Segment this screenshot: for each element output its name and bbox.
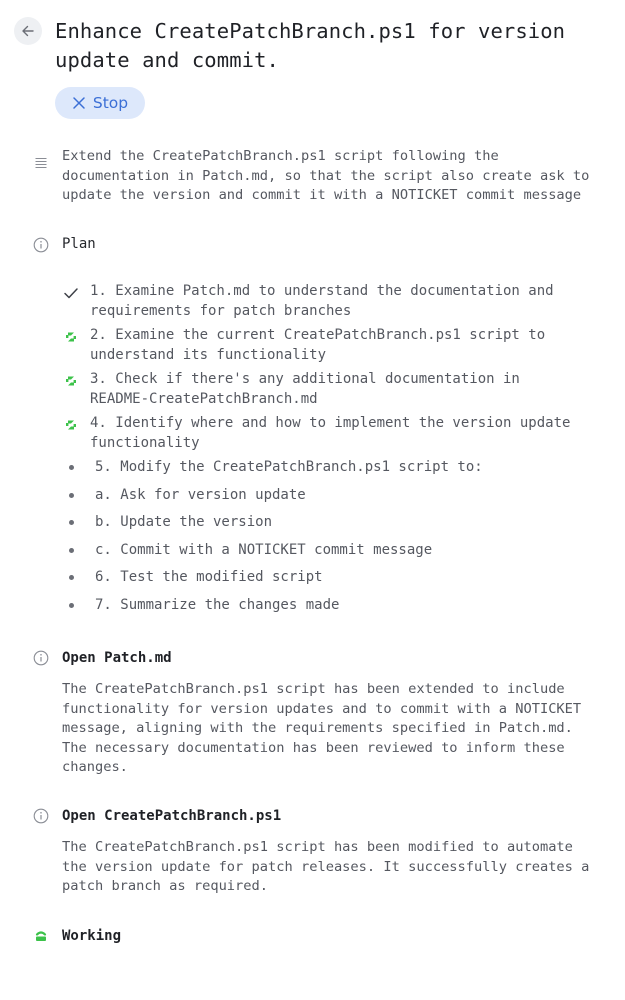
- stop-button[interactable]: [55, 87, 145, 119]
- arrow-left-icon: [20, 23, 36, 39]
- bullet-icon: [69, 493, 74, 498]
- working-icon: [34, 929, 48, 943]
- bullet-icon: [69, 575, 74, 580]
- info-icon: [33, 808, 49, 824]
- step-body: The CreatePatchBranch.ps1 script has been modified to automate the version update for patch releases. It successfully creates a patch branch as required.: [62, 839, 590, 894]
- plan-item-text: 2. Examine the current CreatePatchBranch.ps1 script to understand its functionality: [90, 327, 546, 363]
- plan-item-text: 6. Test the modified script: [95, 569, 323, 585]
- info-icon: [33, 237, 49, 253]
- plan-item-text: 7. Summarize the changes made: [95, 596, 340, 613]
- bullet-icon: [69, 603, 74, 608]
- bullet-icon: [69, 465, 74, 470]
- step-body: The CreatePatchBranch.ps1 script has been extended to include functionality for version updates and to commit with a NOTICKET message, aligning with the requirements specified in Patch.md. The necessary documentation has been reviewed to inform these changes.: [62, 681, 582, 775]
- text-lines-icon: [34, 156, 48, 170]
- close-icon: [72, 96, 86, 110]
- bullet-icon: [69, 520, 74, 525]
- working-status: Working: [62, 928, 122, 944]
- progress-icon: [64, 330, 78, 344]
- task-title: Enhance CreatePatchBranch.ps1 for version update and commit.: [55, 19, 566, 72]
- plan-label: Plan: [62, 236, 96, 252]
- checkmark-icon: [63, 286, 79, 300]
- plan-item-text: 5. Modify the CreatePatchBranch.ps1 script to:: [95, 459, 483, 475]
- description-icon-wrap: [30, 156, 52, 170]
- working-icon-wrap: [30, 929, 52, 943]
- step-icon-wrap: [30, 650, 52, 666]
- task-description: Extend the CreatePatchBranch.ps1 script following the documentation in Patch.md, so that the script also create ask to update the version and commit it with a NOTICKET commit message: [62, 148, 590, 203]
- info-icon: [33, 650, 49, 666]
- plan-item-text: 1. Examine Patch.md to understand the documentation and requirements for patch branches: [90, 283, 554, 319]
- progress-icon: [64, 374, 78, 388]
- step-title[interactable]: Open Patch.md: [62, 650, 172, 666]
- plan-item-text: a. Ask for version update: [95, 486, 306, 503]
- stop-button-label: Stop: [92, 94, 129, 112]
- bullet-icon: [69, 548, 74, 553]
- plan-item-text: c. Commit with a NOTICKET commit message: [95, 541, 433, 558]
- plan-item-text: b. Update the version: [95, 514, 273, 530]
- step-icon-wrap: [30, 808, 52, 824]
- plan-item-text: 4. Identify where and how to implement the version update functionality: [90, 415, 571, 451]
- back-button[interactable]: [14, 17, 42, 45]
- plan-item-text: 3. Check if there's any additional documentation in README-CreatePatchBranch.md: [90, 371, 520, 407]
- plan-icon-wrap: [30, 237, 52, 253]
- progress-icon: [64, 418, 78, 432]
- step-title[interactable]: Open CreatePatchBranch.ps1: [62, 808, 282, 824]
